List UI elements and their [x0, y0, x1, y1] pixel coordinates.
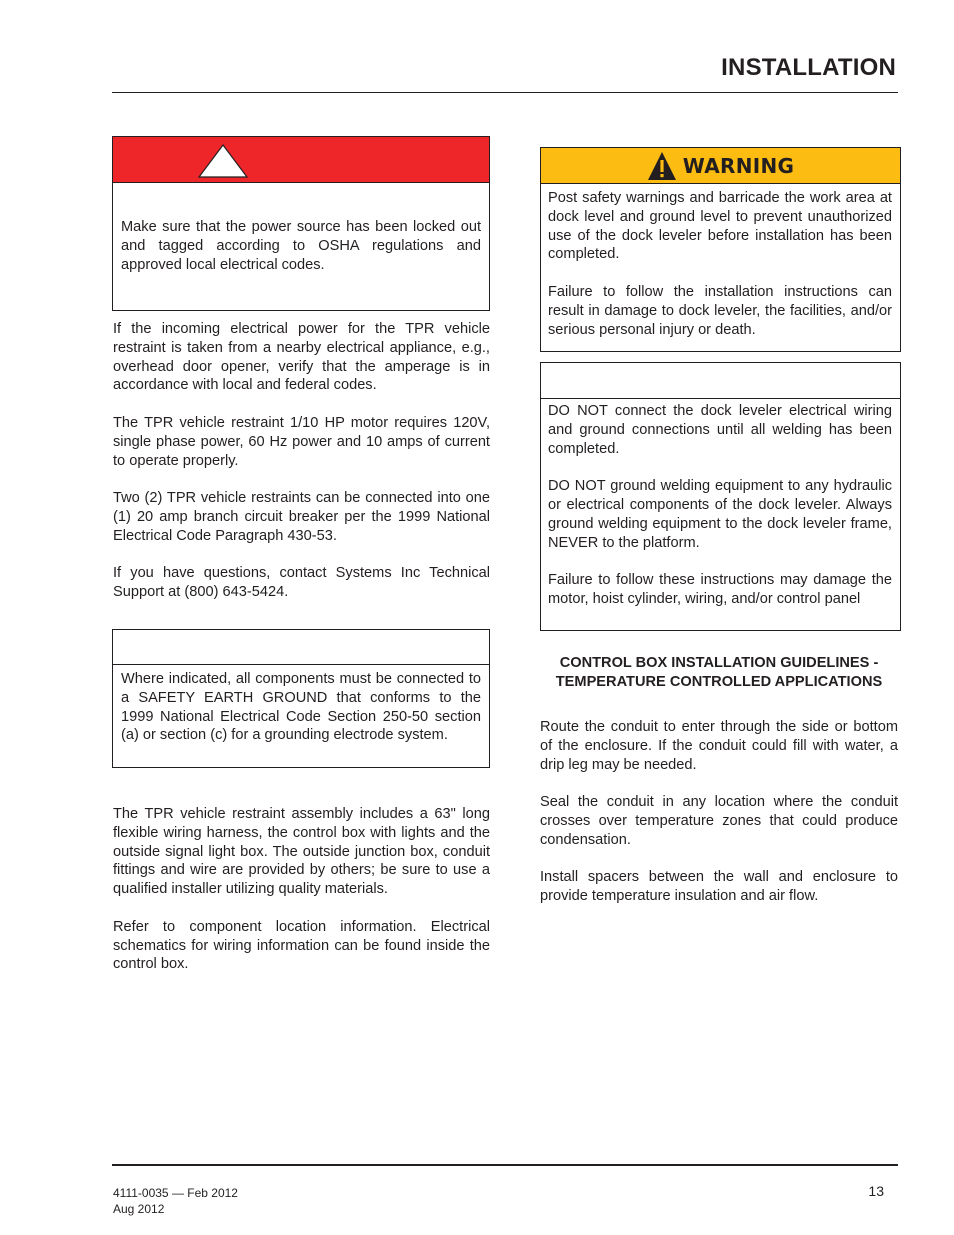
ground-text: Where indicated, all components must be connected to a SAFETY EARTH GROUND that conforms to the 1999 National Electrical Code Section 250-50 section (a) or section (c) for a grounding electrode system.: [121, 671, 481, 744]
footer-doc-info: [113, 1185, 238, 1217]
doc-revision: Aug 2012: [113, 1202, 165, 1216]
danger-text: Make sure that the power source has been locked out and tagged according to OSHA regulations and approved local electrical codes.: [121, 219, 481, 273]
caution-text: Failure to follow these instructions may damage the motor, hoist cylinder, wiring, and/or control panel: [548, 572, 892, 607]
warning-box: [540, 147, 901, 352]
paragraph: Install spacers between the wall and enclosure to provide temperature insulation and air flow.: [540, 869, 898, 905]
danger-triangle-icon: [197, 143, 249, 179]
section-heading-line: CONTROL BOX INSTALLATION GUIDELINES -: [559, 655, 879, 671]
page-number: 13: [868, 1183, 884, 1199]
paragraph: Route the conduit to enter through the side or bottom of the enclosure. If the conduit could fill with water, a drip leg may be needed.: [540, 719, 898, 773]
paragraph: Seal the conduit in any location where the conduit crosses over temperature zones that could produce condensation.: [540, 794, 898, 848]
warning-text: Post safety warnings and barricade the work area at dock level and ground level to prevent unauthorized use of the dock leveler before installation has been completed.: [548, 190, 892, 263]
ground-box: [112, 629, 490, 768]
header-rule: [112, 92, 898, 93]
ground-box-header: [113, 630, 489, 665]
footer-rule: [112, 1164, 898, 1166]
section-heading-line: TEMPERATURE CONTROLLED APPLICATIONS: [555, 674, 883, 690]
caution-text: DO NOT connect the dock leveler electrical wiring and ground connections until all welding has been completed.: [548, 403, 892, 457]
left-wiring: [113, 805, 490, 974]
danger-box: [112, 136, 490, 311]
doc-number: 4111-0035 — Feb 2012: [113, 1186, 238, 1200]
paragraph: If the incoming electrical power for the TPR vehicle restraint is taken from a nearby electrical appliance, e.g., overhead door opener, verify that the amperage is in accordance with local and federal codes.: [113, 321, 490, 394]
right-guidelines: [540, 718, 898, 906]
danger-header: [113, 137, 489, 183]
page-title: INSTALLATION: [721, 54, 896, 81]
paragraph: Two (2) TPR vehicle restraints can be connected into one (1) 20 amp branch circuit breaker per the 1999 National Electrical Code Paragraph 430-53.: [113, 490, 490, 544]
section-heading: [536, 654, 902, 692]
paragraph: If you have questions, contact Systems Inc Technical Support at (800) 643-5424.: [113, 565, 490, 601]
paragraph: The TPR vehicle restraint 1/10 HP motor requires 120V, single phase power, 60 Hz power and 10 amps of current to operate properly.: [113, 414, 490, 469]
caution-text: DO NOT ground welding equipment to any hydraulic or electrical components of the dock leveler. Always ground welding equipment to the dock leveler frame, NEVER to the platform.: [548, 478, 892, 551]
caution-box: [540, 362, 901, 631]
warning-exclamation-icon: [647, 151, 677, 181]
paragraph: The TPR vehicle restraint assembly includes a 63" long flexible wiring harness, the control box with lights and the outside signal light box. The outside junction box, conduit fittings and wire are provided by others; be sure to use a qualified installer utilizing quality materials.: [113, 806, 490, 898]
warning-header: [541, 148, 900, 184]
warning-text: Failure to follow the installation instructions can result in damage to dock leveler, the facilities, and/or serious personal injury or death.: [548, 283, 892, 338]
paragraph: Refer to component location information. Electrical schematics for wiring information can be found inside the control box.: [113, 918, 490, 973]
caution-box-header: [541, 363, 900, 399]
left-intro: [113, 320, 490, 602]
warning-label: WARNING: [682, 153, 795, 178]
